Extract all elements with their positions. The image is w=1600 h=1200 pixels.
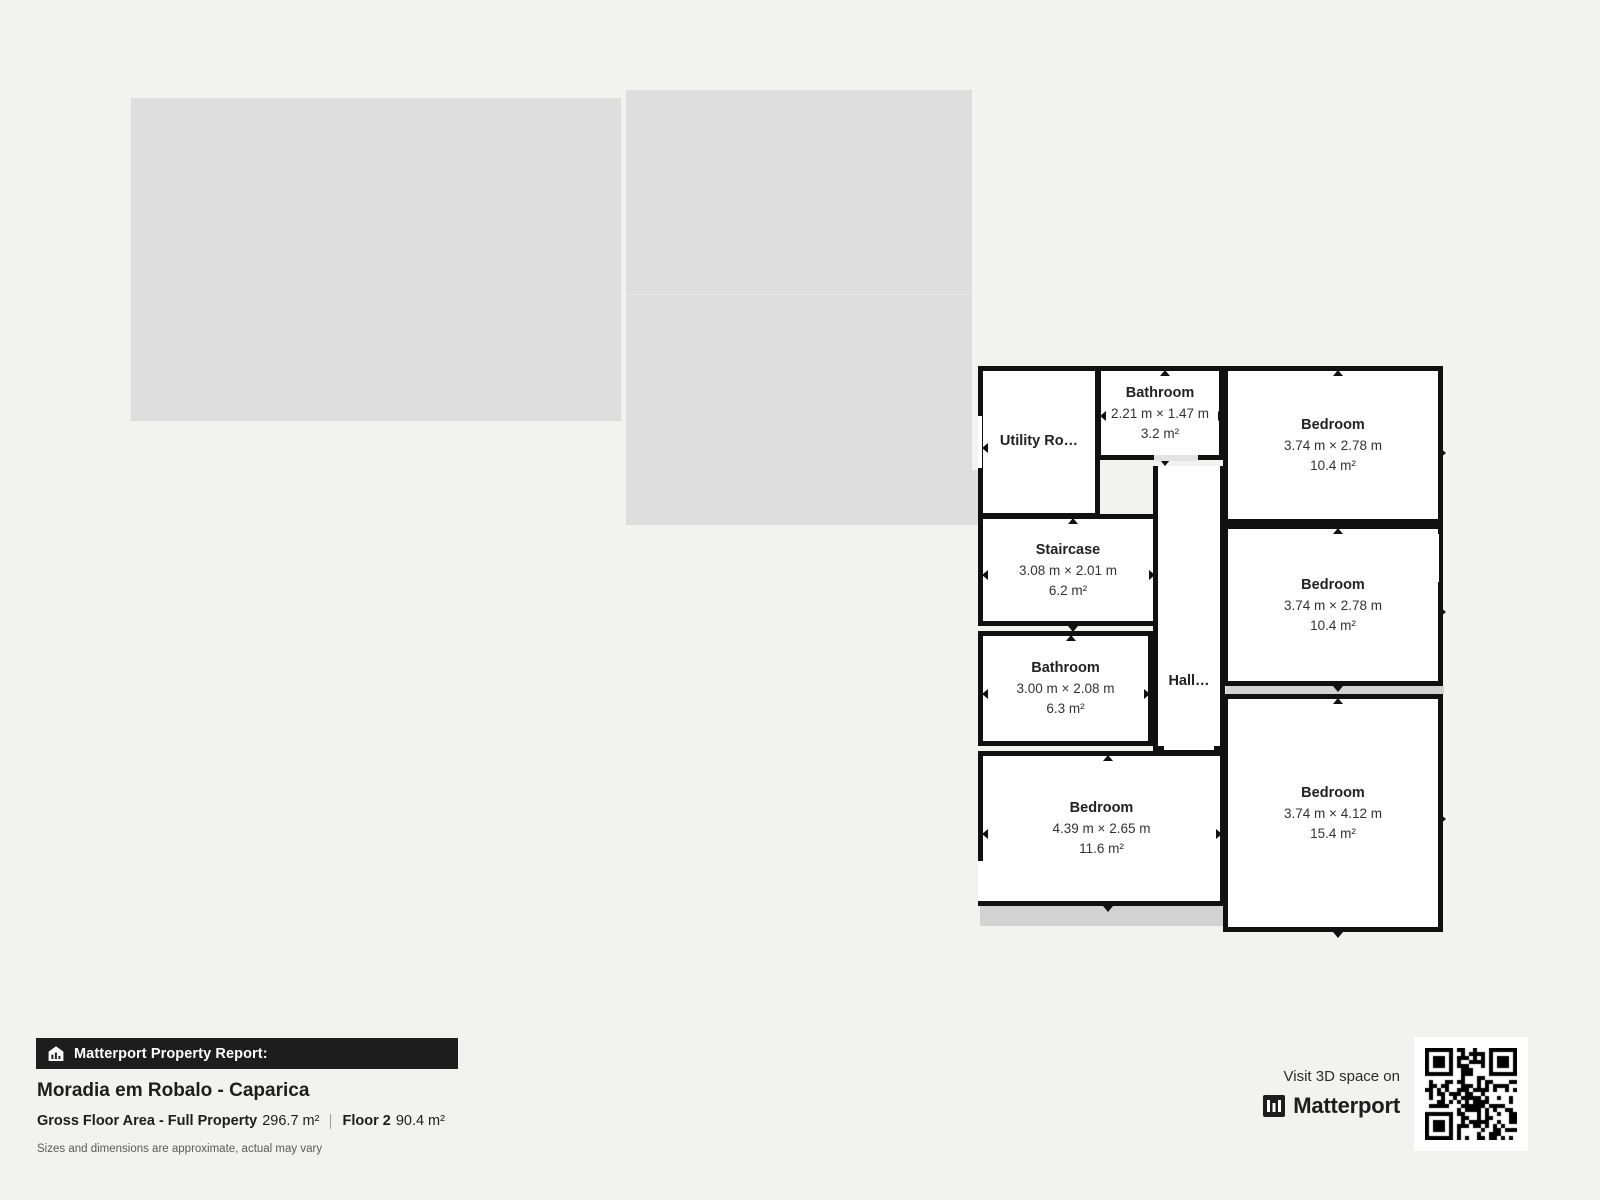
room-dimensions: 2.21 m × 1.47 m <box>1111 405 1209 421</box>
dimension-arrow-right <box>1440 814 1446 824</box>
matterport-mark-icon <box>1262 1094 1286 1118</box>
dimension-arrow-right <box>1216 829 1222 839</box>
room-bathroom-lower[interactable] <box>978 631 1153 746</box>
qr-code[interactable] <box>1414 1037 1528 1151</box>
dimension-arrow-up <box>1068 518 1078 524</box>
room-bedroom-middle-right[interactable] <box>1223 524 1443 686</box>
dimension-arrow-up <box>1333 698 1343 704</box>
room-label: Bedroom <box>1301 784 1365 801</box>
room-label: Bathroom <box>1125 384 1195 401</box>
gross-floor-area-label: Gross Floor Area - Full Property <box>37 1113 258 1129</box>
dimension-arrow-right <box>1440 448 1446 458</box>
dimension-arrow-up <box>1160 370 1170 376</box>
dimension-arrow-up <box>1333 528 1343 534</box>
dimension-arrow-left <box>982 689 988 699</box>
report-banner-label: Matterport Property Report: <box>74 1045 268 1062</box>
room-utility-room[interactable] <box>978 366 1100 518</box>
dimension-arrow-down <box>1333 686 1343 692</box>
visit-3d-space-text: Visit 3D space on <box>1283 1068 1400 1085</box>
dimension-arrow-up <box>1333 370 1343 376</box>
room-dimensions: 4.39 m × 2.65 m <box>1052 821 1151 837</box>
gross-floor-area-value: 296.7 m² <box>262 1113 320 1129</box>
property-title: Moradia em Robalo - Caparica <box>37 1080 310 1101</box>
room-area: 6.2 m² <box>1048 582 1088 598</box>
room-dimensions: 3.74 m × 2.78 m <box>1284 437 1382 453</box>
floor-area-value: 90.4 m² <box>395 1113 445 1129</box>
room-label: Bedroom <box>1069 800 1134 817</box>
room-area: 6.3 m² <box>1046 701 1085 716</box>
room-area: 15.4 m² <box>1310 825 1356 841</box>
room-label: Bedroom <box>1301 576 1365 593</box>
dimension-arrow-up <box>1066 635 1076 641</box>
dimension-arrow-down <box>1333 932 1343 938</box>
room-dimensions: 3.00 m × 2.08 m <box>1016 681 1115 697</box>
floor-plan <box>978 366 1448 936</box>
room-label: Bedroom <box>1301 416 1365 433</box>
room-dimensions: 3.74 m × 4.12 m <box>1284 805 1382 821</box>
room-staircase[interactable] <box>978 514 1158 626</box>
room-dimensions: 3.08 m × 2.01 m <box>1019 562 1117 578</box>
dimension-arrow-up <box>1103 755 1113 761</box>
room-area: 11.6 m² <box>1079 841 1124 856</box>
background-floor-plate-left <box>131 98 621 421</box>
area-divider <box>330 1114 331 1129</box>
wall-opening-bathroom-top <box>1154 455 1198 461</box>
matterport-wordmark: Matterport <box>1293 1093 1400 1118</box>
dimension-arrow-right <box>1440 607 1446 617</box>
background-plate-divider <box>626 294 972 295</box>
dimension-arrow-left <box>982 829 988 839</box>
background-floor-plate-right <box>873 295 972 482</box>
disclaimer-text: Sizes and dimensions are approximate, actual may vary <box>37 1143 323 1155</box>
dimension-arrow-left <box>982 443 988 453</box>
room-label: Staircase <box>1035 541 1101 558</box>
dimension-arrow-left <box>982 570 988 580</box>
room-bathroom-top[interactable] <box>1096 366 1224 460</box>
room-label: Hall… <box>1168 673 1210 689</box>
room-bedroom-top-right[interactable] <box>1223 366 1443 524</box>
wall-opening-bedroom-bottom-left <box>978 861 984 901</box>
floor-label: Floor 2 <box>342 1113 391 1129</box>
room-bedroom-bottom-right[interactable] <box>1223 694 1443 932</box>
house-chart-icon <box>47 1045 65 1063</box>
wall-opening-utility-left <box>978 416 982 468</box>
room-area: 10.4 m² <box>1310 617 1356 633</box>
area-summary <box>37 1113 445 1129</box>
matterport-logo[interactable] <box>1262 1093 1400 1119</box>
dimension-arrow-right <box>1144 689 1150 699</box>
room-label: Bathroom <box>1031 660 1100 677</box>
room-hallway[interactable] <box>1153 466 1225 751</box>
dimension-arrow-down <box>1103 906 1113 912</box>
wall-opening-hallway-bottom <box>1164 742 1214 750</box>
room-bedroom-bottom-left[interactable] <box>978 751 1225 906</box>
room-area: 10.4 m² <box>1310 457 1356 473</box>
report-banner <box>36 1038 458 1069</box>
room-dimensions: 3.74 m × 2.78 m <box>1284 597 1382 613</box>
dimension-arrow-left <box>1100 411 1106 421</box>
wall-opening-bedroom-middle-right <box>1433 534 1439 582</box>
room-area: 3.2 m² <box>1140 425 1180 441</box>
room-label: Utility Ro… <box>999 433 1079 450</box>
